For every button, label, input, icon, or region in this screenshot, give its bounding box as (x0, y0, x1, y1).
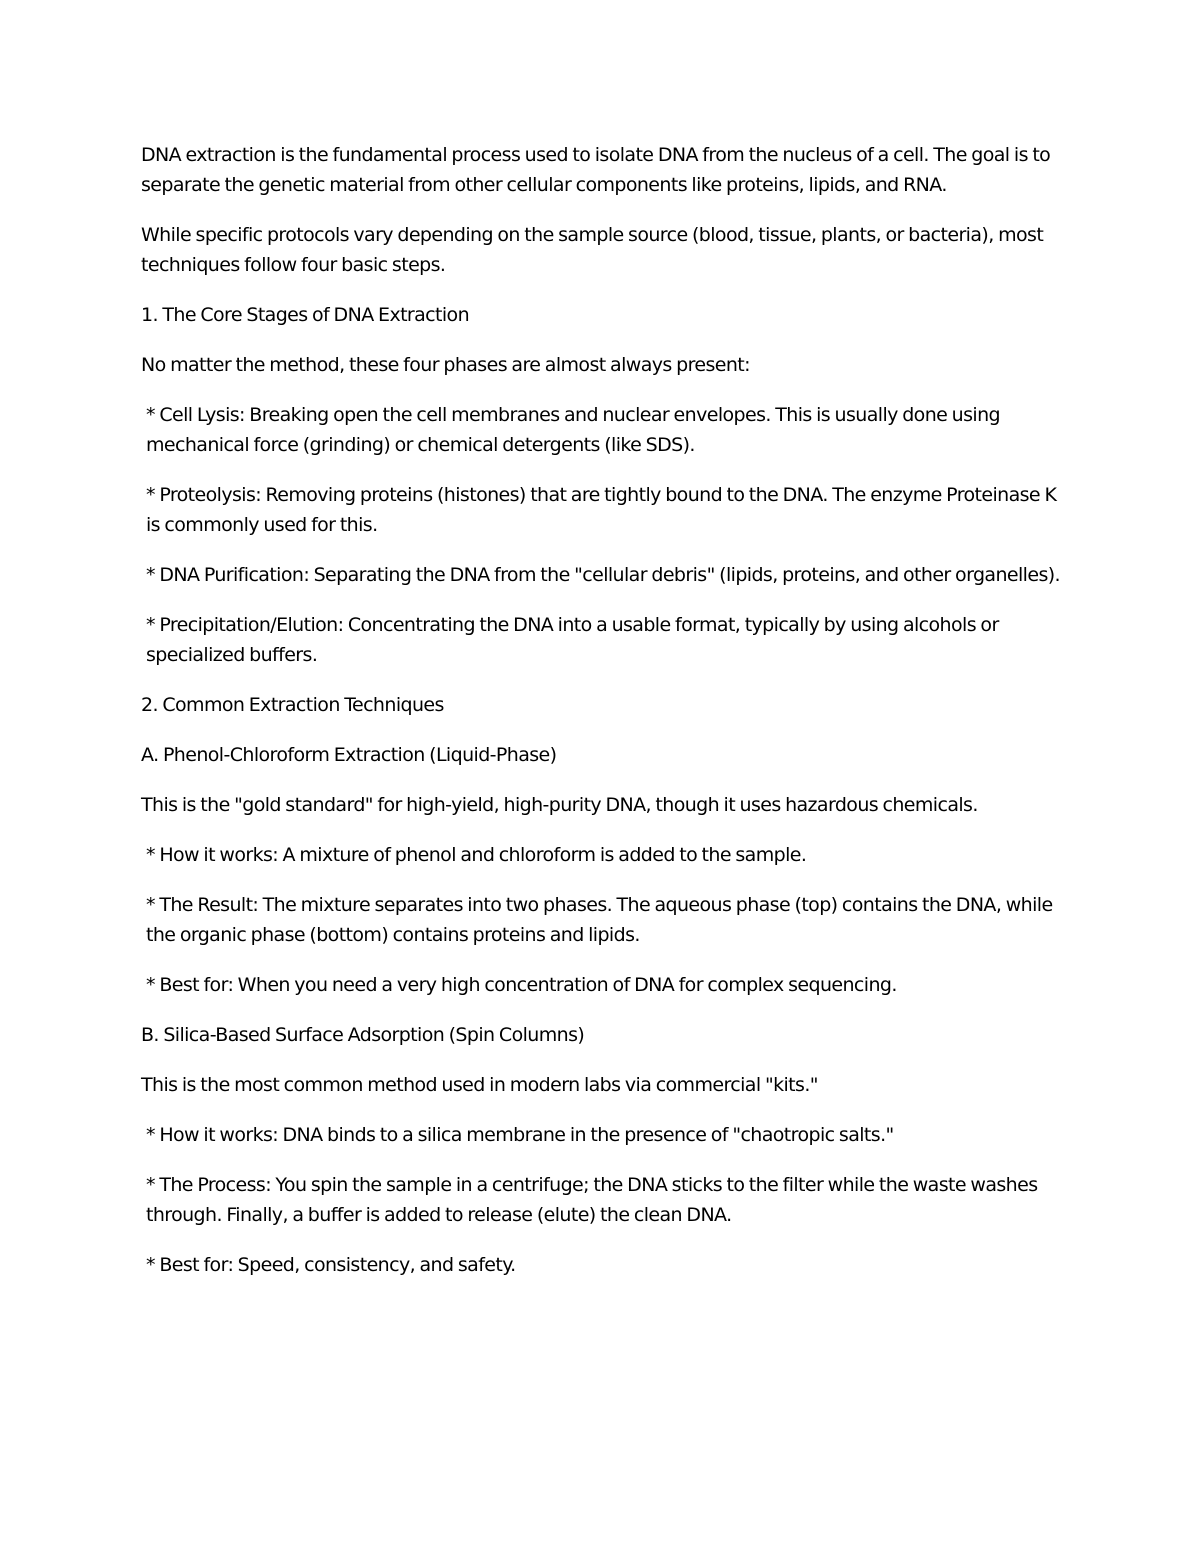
bullet-silica-process: * The Process: You spin the sample in a centrifuge; the DNA sticks to the filter while the waste washes through. Finally, a buffer is added to release (elute) the clean DNA. (146, 1174, 1038, 1226)
bullet-precipitation-elution: * Precipitation/Elution: Concentrating the DNA into a usable format, typically by using alcohols or specialized buffers. (146, 614, 999, 666)
bullet-phenol-how-it-works: * How it works: A mixture of phenol and chloroform is added to the sample. (146, 844, 807, 866)
silica-description: This is the most common method used in modern labs via commercial "kits." (141, 1074, 818, 1096)
bullet-phenol-best-for: * Best for: When you need a very high concentration of DNA for complex sequencing. (146, 974, 897, 996)
section-heading-core-stages: 1. The Core Stages of DNA Extraction (141, 304, 470, 326)
protocols-paragraph: While specific protocols vary depending on the sample source (blood, tissue, plants, or bacteria), most techniques follow four basic steps. (141, 224, 1044, 276)
section-heading-techniques: 2. Common Extraction Techniques (141, 694, 444, 716)
subheading-silica-based: B. Silica-Based Surface Adsorption (Spin Columns) (141, 1024, 585, 1046)
phenol-chloroform-description: This is the "gold standard" for high-yield, high-purity DNA, though it uses hazardous chemicals. (141, 794, 978, 816)
bullet-silica-best-for: * Best for: Speed, consistency, and safety. (146, 1254, 516, 1276)
bullet-dna-purification: * DNA Purification: Separating the DNA from the "cellular debris" (lipids, proteins, and other organelles). (146, 564, 1060, 586)
bullet-cell-lysis: * Cell Lysis: Breaking open the cell membranes and nuclear envelopes. This is usually done using mechanical force (grinding) or chemical detergents (like SDS). (146, 404, 1000, 456)
bullet-phenol-result: * The Result: The mixture separates into two phases. The aqueous phase (top) contains the DNA, while the organic phase (bottom) contains proteins and lipids. (146, 894, 1053, 946)
document-page (141, 140, 1061, 1300)
bullet-silica-how-it-works: * How it works: DNA binds to a silica membrane in the presence of "chaotropic salts." (146, 1124, 894, 1146)
bullet-proteolysis: * Proteolysis: Removing proteins (histones) that are tightly bound to the DNA. The enzyme Proteinase K is commonly used for this. (146, 484, 1057, 536)
phases-intro-paragraph: No matter the method, these four phases are almost always present: (141, 354, 750, 376)
intro-paragraph: DNA extraction is the fundamental process used to isolate DNA from the nucleus of a cell. The goal is to separate the genetic material from other cellular components like proteins, lipids, and RNA. (141, 144, 1051, 196)
subheading-phenol-chloroform: A. Phenol-Chloroform Extraction (Liquid-Phase) (141, 744, 557, 766)
